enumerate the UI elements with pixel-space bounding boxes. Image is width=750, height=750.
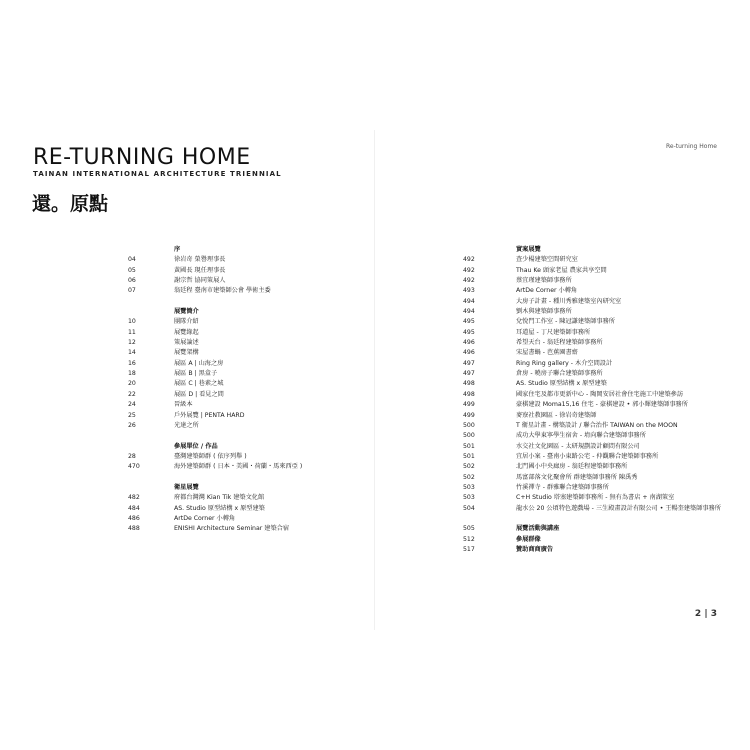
toc-entry-text: 序 <box>174 246 181 253</box>
toc-section-heading <box>463 535 723 545</box>
toc-section-heading <box>128 245 368 255</box>
toc-page-number: 492 <box>463 277 475 285</box>
toc-entry-text: 衛星展覽 <box>174 483 199 491</box>
toc-page-number: 504 <box>463 504 475 512</box>
toc-page-number: 494 <box>463 297 475 305</box>
toc-entry-text: 成功大學東寧學生宿舍 - 堉向聯合建築師事務所 <box>516 432 646 440</box>
toc-page-number: 11 <box>128 328 136 336</box>
toc-section-heading <box>463 545 723 555</box>
toc-entry-text: 兌悅門工作室 - 陳冠謙建築師事務所 <box>516 318 615 326</box>
toc-page-number: 502 <box>463 463 475 471</box>
toc-entry-text: 劉木與建築師事務所 <box>516 308 572 316</box>
toc-entry-text: 參展群像 <box>516 535 541 543</box>
toc-entry <box>128 462 368 472</box>
toc-page-number: 26 <box>128 421 136 429</box>
toc-section-heading <box>128 483 368 493</box>
toc-entry-text: 展區 C | 巷素之城 <box>174 380 224 388</box>
toc-page-number: 07 <box>128 287 136 295</box>
toc-entry <box>463 328 723 338</box>
toc-entry-text: 麥寮社教園區 - 徐岩奇建築師 <box>516 411 597 419</box>
page-folio: 2 | 3 <box>694 609 717 619</box>
toc-entry <box>128 379 368 389</box>
book-subtitle: TAINAN INTERNATIONAL ARCHITECTURE TRIENNIAL <box>33 170 282 178</box>
toc-page-number: 18 <box>128 370 136 378</box>
toc-page-number: 14 <box>128 349 136 357</box>
toc-entry <box>128 369 368 379</box>
toc-entry-text: 希望天台 - 翁廷程建築師事務所 <box>516 339 603 347</box>
toc-entry <box>463 493 723 503</box>
toc-page-number: 498 <box>463 390 475 398</box>
toc-entry <box>463 421 723 431</box>
toc-section-heading <box>463 524 723 534</box>
toc-page-number: 500 <box>463 432 475 440</box>
toc-entry <box>128 328 368 338</box>
toc-entry-text: 團隊介紹 <box>174 318 199 326</box>
toc-entry-text: 謝宗哲 協同策展人 <box>174 277 226 285</box>
toc-page-number: 05 <box>128 266 136 274</box>
toc-page-number: 496 <box>463 339 475 347</box>
toc-page-number: 470 <box>128 463 140 471</box>
toc-entry <box>463 390 723 400</box>
toc-entry <box>463 317 723 327</box>
toc-page-number: 498 <box>463 380 475 388</box>
toc-page-number: 495 <box>463 318 475 326</box>
toc-entry-text: 蔡宜瑾建築師事務所 <box>516 277 572 285</box>
toc-entry <box>463 348 723 358</box>
toc-entry <box>463 255 723 265</box>
toc-entry-text: C+H Studio 塔塞建築師事務所 - 無有為書店 + 南湖策室 <box>516 494 675 502</box>
toc-page-number: 20 <box>128 380 136 388</box>
toc-page-number: 486 <box>128 514 140 522</box>
toc-entry <box>128 317 368 327</box>
toc-entry <box>463 431 723 441</box>
toc-entry <box>463 411 723 421</box>
toc-entry-text: AS. Studio 原型結構 x 原型建築 <box>174 504 265 512</box>
toc-entry-text: 展區 A | 山海之房 <box>174 359 224 367</box>
toc-left-column <box>128 245 368 535</box>
toc-section-heading <box>128 442 368 452</box>
toc-entry <box>128 390 368 400</box>
toc-entry-text: 臺灣建築師群 ( 依序列舉 ) <box>174 452 247 460</box>
toc-entry <box>463 379 723 389</box>
toc-entry-text: 展覽簡介 <box>174 308 199 316</box>
toc-entry <box>128 421 368 431</box>
toc-entry <box>128 524 368 534</box>
toc-page-number: 493 <box>463 287 475 295</box>
toc-entry-text: 贊助商商廣告 <box>516 545 554 553</box>
toc-page-number: 512 <box>463 535 475 543</box>
toc-page-number: 501 <box>463 452 475 460</box>
toc-entry-text: 徐岩奇 榮譽理事長 <box>174 256 226 264</box>
toc-spacer <box>128 473 368 483</box>
toc-entry <box>463 400 723 410</box>
toc-entry-text: AS. Studio 原型結構 x 原型建築 <box>516 380 607 388</box>
toc-page-number: 503 <box>463 494 475 502</box>
toc-entry-text: 參展單位 / 作品 <box>174 442 218 450</box>
toc-entry <box>128 514 368 524</box>
toc-entry <box>463 452 723 462</box>
toc-page-number: 499 <box>463 411 475 419</box>
toc-entry-text: 翁廷程 臺南市建築師公會 學術主委 <box>174 287 271 295</box>
toc-entry-text: 光達之所 <box>174 421 199 429</box>
toc-entry <box>463 338 723 348</box>
toc-entry-text: 北門國小中央廊房 - 翁廷程建築師事務所 <box>516 463 628 471</box>
right-page <box>375 0 750 750</box>
toc-section-heading <box>128 307 368 317</box>
toc-page-number: 25 <box>128 411 136 419</box>
toc-spacer <box>128 297 368 307</box>
toc-entry <box>463 266 723 276</box>
toc-entry-text: 展覽活動與講座 <box>516 525 560 533</box>
toc-page-number: 24 <box>128 401 136 409</box>
toc-entry-text: 宜居小案 - 臺南小東路公宅 - 仲觀聯合建築師事務所 <box>516 452 659 460</box>
toc-entry <box>463 359 723 369</box>
toc-page-number: 04 <box>128 256 136 264</box>
toc-entry-text: 展覽架構 <box>174 349 199 357</box>
toc-page-number: 495 <box>463 328 475 336</box>
toc-page-number: 482 <box>128 494 140 502</box>
toc-entry-text: 耳道屋 - 丁尺建築師事務所 <box>516 328 591 336</box>
toc-page-number: 496 <box>463 349 475 357</box>
toc-page-number: 505 <box>463 525 475 533</box>
contents-heading: 還。原點 <box>32 193 109 215</box>
toc-entry-text: 大房子計畫 - 種川秀雅建築室內研究室 <box>516 297 622 305</box>
toc-entry <box>128 493 368 503</box>
toc-page-number: 494 <box>463 308 475 316</box>
toc-page-number: 497 <box>463 359 475 367</box>
toc-entry-text: ArtDe Corner 小轉角 <box>174 514 236 522</box>
toc-entry <box>463 473 723 483</box>
toc-entry-text: 國家住宅及都市更新中心 - 陶岡安居社會住宅施工中建築參訪 <box>516 390 684 398</box>
toc-entry-text: 實案展覽 <box>516 246 541 253</box>
toc-page-number: 22 <box>128 390 136 398</box>
toc-entry <box>463 504 723 514</box>
toc-page-number: 502 <box>463 473 475 481</box>
toc-entry <box>463 462 723 472</box>
toc-entry <box>128 452 368 462</box>
toc-page-number: 517 <box>463 545 475 553</box>
toc-entry-text: ENISHI Architecture Seminar 建築合宿 <box>174 525 290 533</box>
toc-entry <box>128 276 368 286</box>
toc-entry <box>463 297 723 307</box>
toc-entry <box>463 483 723 493</box>
toc-entry-text: 馬富部落文化聚會所 群建築師事務所 陳禹秀 <box>516 473 638 481</box>
book-title: RE-TURNING HOME <box>33 145 251 170</box>
toc-entry-text: Thau Ke 頭家老屋 農家共享空間 <box>516 266 607 274</box>
toc-entry-text: 府都台灣灣 Kian Tik 建築文化館 <box>174 494 265 502</box>
toc-entry-text: 水交社文化園區 - 太研規劃設計顧問有限公司 <box>516 442 640 450</box>
toc-entry-text: T 衛星計畫 - 構築設計 / 聯合治作 TAIWAN on the MOON <box>516 421 678 429</box>
toc-page-number: 28 <box>128 452 136 460</box>
toc-entry <box>128 400 368 410</box>
toc-entry-text: 展區 D | 看見之間 <box>174 390 224 398</box>
toc-spacer <box>128 431 368 441</box>
toc-page-number: 503 <box>463 483 475 491</box>
toc-page-number: 10 <box>128 318 136 326</box>
toc-entry-text: 策展論述 <box>174 339 199 347</box>
toc-entry-text: 豪棋建設 Moma15,16 住宅 - 豪棋建設 • 郭小輝建築師事務所 <box>516 401 688 409</box>
toc-section-heading <box>463 245 723 255</box>
toc-entry <box>463 369 723 379</box>
toc-entry <box>463 276 723 286</box>
running-header: Re-turning Home <box>666 143 717 150</box>
toc-entry-text: 查少楊建築空間研究室 <box>516 256 578 264</box>
toc-entry-text: 展區 B | 黑盒子 <box>174 370 218 378</box>
toc-spacer <box>463 514 723 524</box>
toc-entry <box>128 348 368 358</box>
toc-entry-text: 黃國長 現任理事長 <box>174 266 226 274</box>
toc-entry <box>463 307 723 317</box>
toc-page-number: 497 <box>463 370 475 378</box>
toc-page-number: 16 <box>128 359 136 367</box>
toc-page-number: 06 <box>128 277 136 285</box>
toc-entry-text: 倉房 - 曉房子聯合建築師事務所 <box>516 370 603 378</box>
toc-page-number: 484 <box>128 504 140 512</box>
toc-entry <box>128 255 368 265</box>
toc-page-number: 500 <box>463 421 475 429</box>
toc-entry-text: 宋屋書蝸 - 芭蕉園書齋 <box>516 349 578 357</box>
toc-entry-text: 龍水公 20 公頃特色遊戲場 - 三生殿畫設計有限公司 • 王暢奎建築師事務所 <box>516 504 721 512</box>
toc-entry-text: 竹溪禪寺 - 群雅聯合建築師事務所 <box>516 483 609 491</box>
toc-entry <box>463 442 723 452</box>
toc-page-number: 12 <box>128 339 136 347</box>
toc-page-number: 488 <box>128 525 140 533</box>
toc-entry-text: Ring Ring gallery - 木介空間設計 <box>516 359 613 367</box>
toc-entry <box>128 504 368 514</box>
toc-entry-text: 海外建築師群 ( 日本・美國・荷蘭・馬來西亞 ) <box>174 463 303 471</box>
toc-page-number: 501 <box>463 442 475 450</box>
toc-entry <box>463 286 723 296</box>
toc-page-number: 492 <box>463 256 475 264</box>
toc-entry <box>128 266 368 276</box>
toc-entry-text: 晉級本 <box>174 401 193 409</box>
toc-entry-text: ArtDe Corner 小轉角 <box>516 287 578 295</box>
toc-entry <box>128 286 368 296</box>
toc-entry <box>128 359 368 369</box>
toc-entry-text: 展覽緣起 <box>174 328 199 336</box>
toc-page-number: 499 <box>463 401 475 409</box>
toc-page-number: 492 <box>463 266 475 274</box>
toc-right-column <box>463 245 723 555</box>
toc-entry-text: 戶外展覽 | PENTA HARD <box>174 411 245 419</box>
toc-entry <box>128 338 368 348</box>
toc-entry <box>128 411 368 421</box>
